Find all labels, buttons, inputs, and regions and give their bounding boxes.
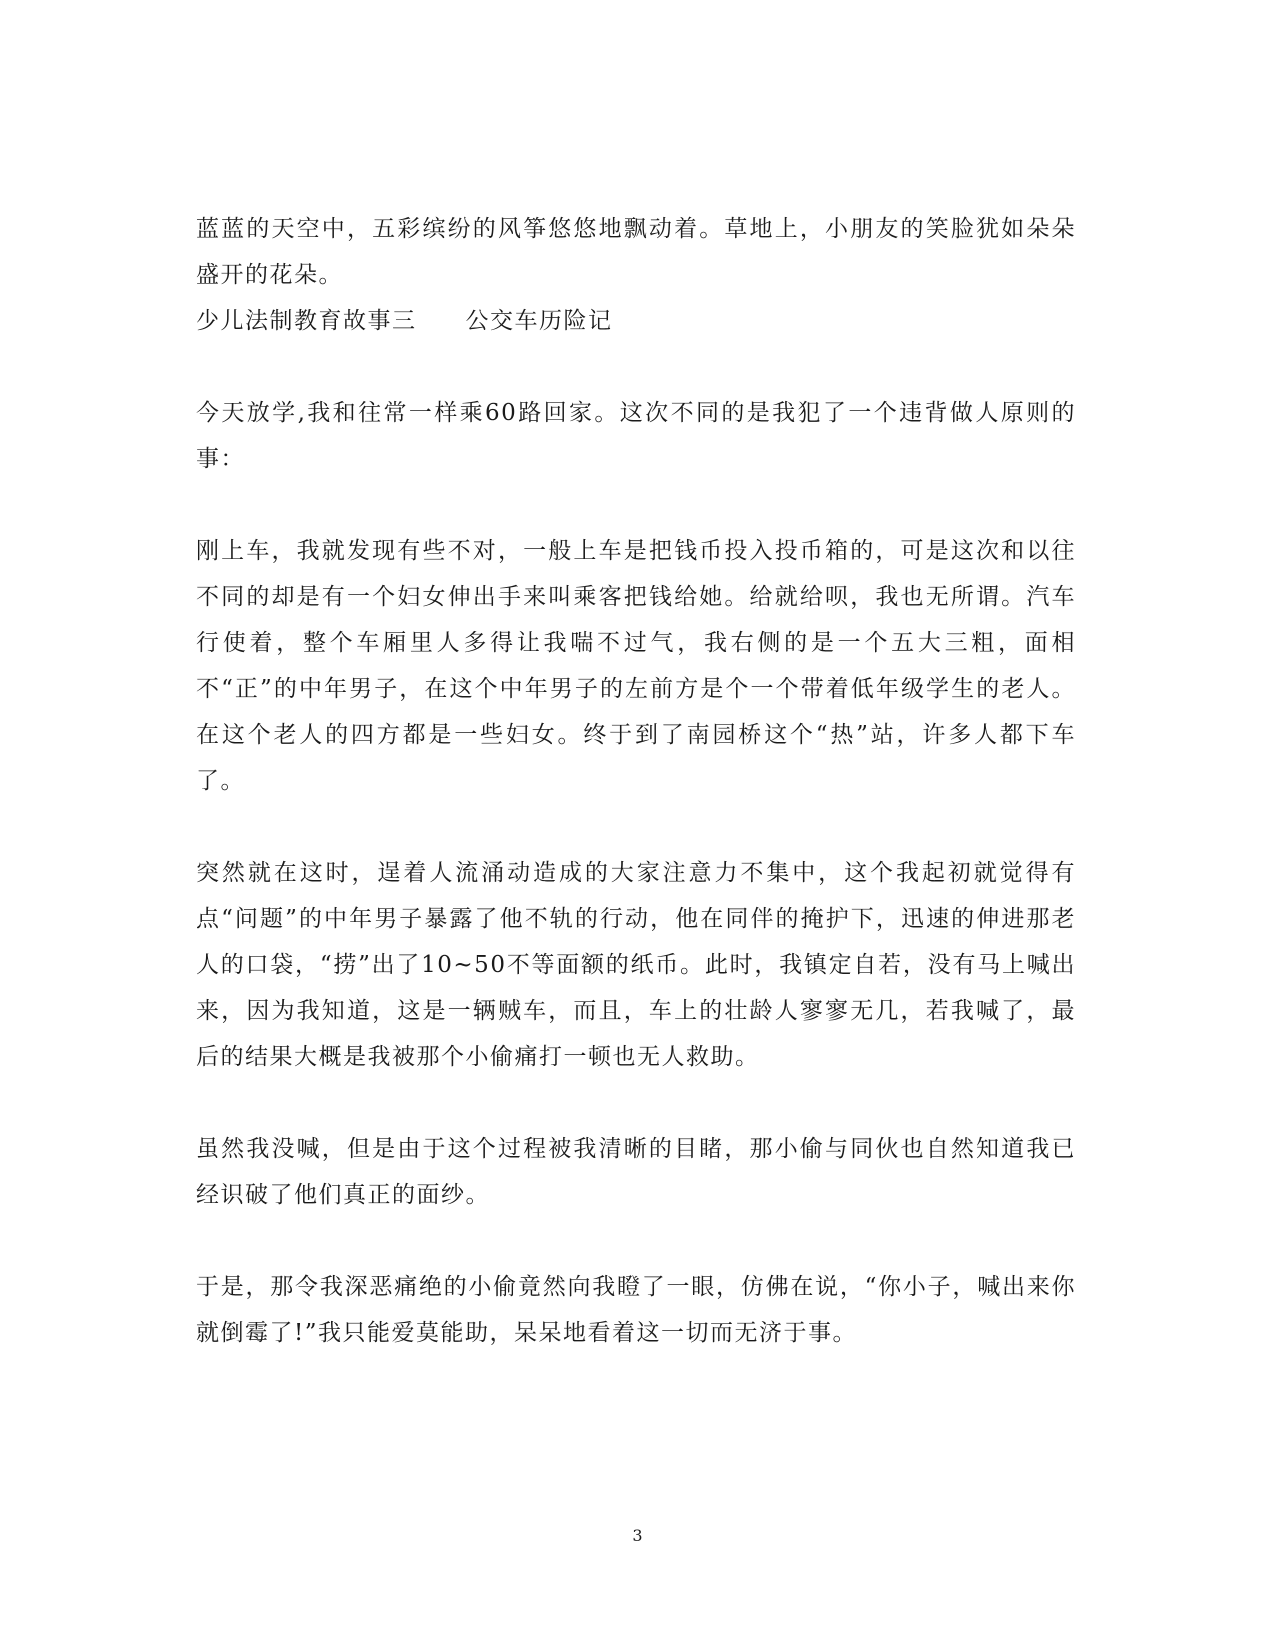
- paragraph-4: 虽然我没喊，但是由于这个过程被我清晰的目睹，那小偷与同伙也自然知道我已经识破了他们真正的面纱。: [196, 1136, 1076, 1208]
- intro-paragraph: 蓝蓝的天空中，五彩缤纷的风筝悠悠地飘动着。草地上，小朋友的笑脸犹如朵朵盛开的花朵。: [196, 216, 1076, 288]
- paragraph-3: 突然就在这时，逞着人流涌动造成的大家注意力不集中，这个我起初就觉得有点“问题”的中年男子暴露了他不轨的行动，他在同伴的掩护下，迅速的伸进那老人的口袋，“捞”出了10~50不等面额的纸币。此时，我镇定自若，没有马上喊出来，因为我知道，这是一辆贼车，而且，车上的壮龄人寥寥无几，若我喊了，最后的结果大概是我被那个小偷痛打一顿也无人救助。: [196, 860, 1076, 1070]
- document-body: [196, 206, 1076, 1356]
- paragraph-1: 今天放学,我和往常一样乘60路回家。这次不同的是我犯了一个违背做人原则的事：: [196, 400, 1076, 472]
- story-title: 少儿法制教育故事三 公交车历险记: [196, 308, 613, 334]
- paragraph-5: 于是，那令我深恶痛绝的小偷竟然向我瞪了一眼，仿佛在说，“你小子，喊出来你就倒霉了!”我只能爱莫能助，呆呆地看着这一切而无济于事。: [196, 1274, 1076, 1346]
- paragraph-2: 刚上车，我就发现有些不对，一般上车是把钱币投入投币箱的，可是这次和以往不同的却是有一个妇女伸出手来叫乘客把钱给她。给就给呗，我也无所谓。汽车行使着，整个车厢里人多得让我喘不过气，我右侧的是一个五大三粗，面相不“正”的中年男子，在这个中年男子的左前方是个一个带着低年级学生的老人。在这个老人的四方都是一些妇女。终于到了南园桥这个“热”站，许多人都下车了。: [196, 538, 1076, 794]
- page-number: 3: [632, 1526, 643, 1545]
